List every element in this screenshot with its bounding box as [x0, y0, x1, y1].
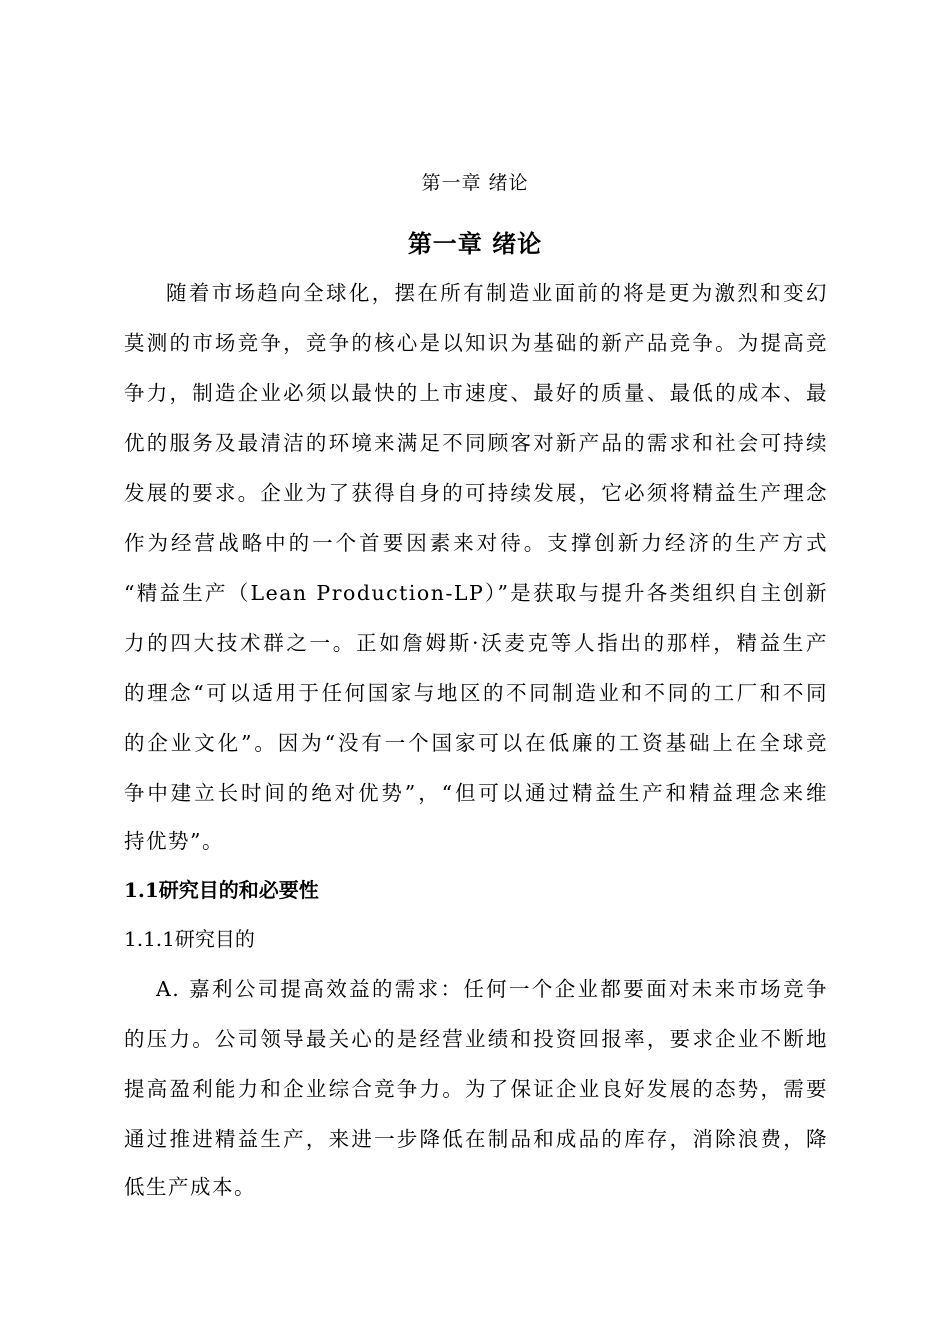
paragraph-line: 争中建立长时间的绝对优势”，“但可以通过精益生产和精益理念来维	[124, 781, 828, 805]
paragraph-line: 莫测的市场竞争，竞争的核心是以知识为基础的新产品竞争。为提高竞	[124, 331, 828, 355]
paragraph-line: 低生产成本。	[124, 1175, 256, 1199]
paragraph-line: 的理念“可以适用于任何国家与地区的不同制造业和不同的工厂和不同	[124, 681, 828, 705]
paragraph-line: 的压力。公司领导最关心的是经营业绩和投资回报率，要求企业不断地	[124, 1027, 828, 1051]
paragraph-line: 持优势”。	[124, 829, 224, 853]
paragraph-line: 争力，制造企业必须以最快的上市速度、最好的质量、最低的成本、最	[124, 381, 828, 405]
paragraph-line: 作为经营战略中的一个首要因素来对待。支撑创新力经济的生产方式	[124, 531, 828, 555]
paragraph-line: 力的四大技术群之一。正如詹姆斯·沃麦克等人指出的那样，精益生产	[124, 631, 828, 655]
paragraph-line: 通过推进精益生产，来进一步降低在制品和成品的库存，消除浪费，降	[124, 1127, 828, 1151]
paragraph-line: 发展的要求。企业为了获得自身的可持续发展，它必须将精益生产理念	[124, 481, 828, 505]
chapter-title: 第一章 绪论	[407, 229, 543, 258]
paragraph-line: 的企业文化”。因为“没有一个国家可以在低廉的工资基础上在全球竞	[124, 731, 828, 755]
paragraph-line: 优的服务及最清洁的环境来满足不同顾客对新产品的需求和社会可持续	[124, 431, 828, 455]
paragraph-line: 提高盈利能力和企业综合竞争力。为了保证企业良好发展的态势，需要	[124, 1077, 828, 1101]
paragraph-line: 随着市场趋向全球化，摆在所有制造业面前的将是更为激烈和变幻	[166, 281, 828, 305]
paragraph-line: A. 嘉利公司提高效益的需求：任何一个企业都要面对未来市场竞争	[156, 977, 828, 1001]
running-header: 第一章 绪论	[421, 172, 529, 194]
subsection-heading: 1.1.1研究目的	[124, 927, 255, 951]
section-heading: 1.1研究目的和必要性	[124, 878, 319, 902]
paragraph-line: “精益生产（Lean Production-LP）”是获取与提升各类组织自主创新	[124, 581, 828, 605]
